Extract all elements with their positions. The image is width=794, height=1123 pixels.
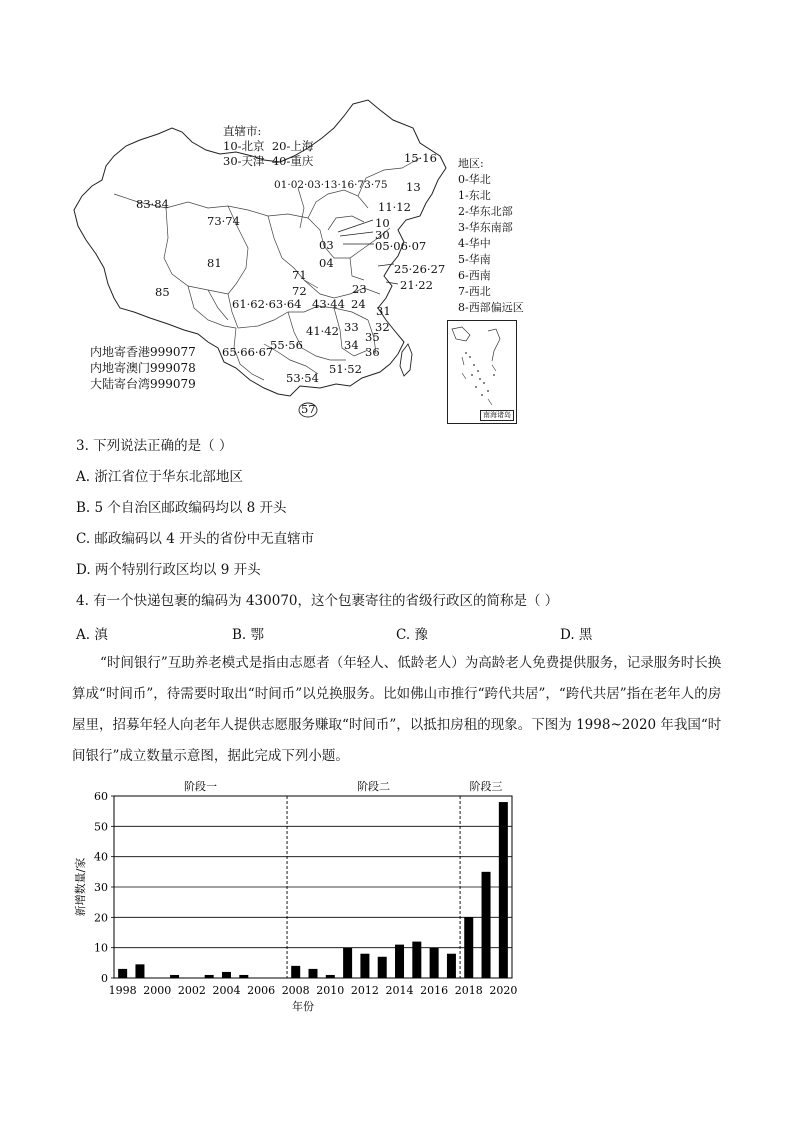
map-code: 25·26·27 [394, 262, 446, 276]
region-legend-item: 1-东北 [458, 189, 491, 202]
region-legend-heading: 地区: [458, 157, 484, 170]
map-code: 24 [351, 297, 366, 311]
map-code: 43·44 [312, 297, 345, 311]
map-code: 71 [292, 268, 307, 282]
q4-option-a: A. 滇 [76, 627, 108, 643]
stage-label: 阶段一 [184, 780, 218, 793]
map-code: 03 [319, 238, 334, 252]
map-code: 05·06·07 [375, 239, 427, 253]
map-code: 32 [375, 320, 390, 334]
region-legend-item: 4-华中 [458, 237, 491, 250]
q3-option-d: D. 两个特别行政区均以 9 开头 [76, 562, 261, 578]
stage-label: 阶段二 [357, 780, 391, 793]
x-axis-label: 年份 [292, 1000, 314, 1013]
map-code: 65·66·67 [222, 345, 274, 359]
bar-2017 [447, 954, 456, 978]
map-code: 51·52 [329, 362, 362, 376]
region-legend-item: 5-华南 [458, 253, 491, 266]
map-code: 41·42 [306, 324, 339, 338]
map-code: 85 [155, 285, 170, 299]
map-code: 35 [365, 330, 380, 344]
map-code: 23 [352, 282, 367, 296]
inset-islands [448, 321, 516, 423]
bar-2003 [205, 975, 214, 978]
region-legend-item: 7-西北 [458, 285, 491, 298]
inset-label: 南海诸岛 [480, 410, 514, 421]
bar-2001 [170, 975, 179, 978]
bar-2016 [430, 948, 439, 978]
y-tick-label: 50 [94, 820, 108, 834]
q3-stem: 3. 下列说法正确的是（ ） [76, 438, 233, 454]
bar-2004 [222, 972, 231, 978]
bar-2011 [343, 948, 352, 978]
q4-stem: 4. 有一个快递包裹的编码为 430070，这个包裹寄往的省级行政区的简称是（ ） [76, 593, 559, 609]
map-code: 83·84 [136, 197, 169, 211]
map-code: 53·54 [286, 371, 319, 385]
x-tick-label: 2016 [420, 984, 449, 997]
x-tick-label: 1998 [108, 984, 137, 997]
special-note: 大陆寄台湾999079 [90, 377, 196, 391]
q3-option-c: C. 邮政编码以 4 开头的省份中无直辖市 [76, 531, 315, 547]
map-code: 73·74 [207, 214, 240, 228]
q4-option-b: B. 鄂 [232, 627, 265, 643]
bar-2015 [412, 942, 421, 978]
stage-label: 阶段三 [469, 780, 503, 793]
special-note: 内地寄香港999077 [90, 345, 196, 359]
bar-2013 [378, 957, 387, 978]
y-tick-label: 40 [94, 850, 108, 864]
map-code: 01·02·03·13·16·73·75 [274, 179, 388, 191]
map-code: 36 [365, 345, 380, 359]
q3-option-a: A. 浙江省位于华东北部地区 [76, 469, 243, 485]
y-tick-label: 20 [94, 911, 108, 925]
y-axis-label: 新增数量/家 [74, 857, 87, 917]
x-tick-label: 2000 [143, 984, 172, 997]
municipalities-heading: 直辖市: [223, 124, 262, 138]
map-code: 61·62·63·64 [232, 297, 302, 311]
map-code: 33 [344, 320, 359, 334]
map-code: 30 [375, 228, 390, 242]
region-legend-item: 3-华东南部 [458, 221, 513, 234]
map-code: 31 [376, 304, 391, 318]
y-tick-label: 30 [94, 881, 108, 894]
map-code: 57 [301, 402, 316, 416]
map-code: 81 [207, 256, 222, 270]
x-tick-label: 2010 [316, 984, 345, 997]
y-tick-label: 60 [94, 790, 108, 803]
x-tick-label: 2006 [247, 984, 276, 997]
x-tick-label: 2008 [281, 984, 310, 997]
bar-2010 [326, 975, 335, 978]
passage: “时间银行”互助养老模式是指由志愿者（年轻人、低龄老人）为高龄老人免费提供服务，记录服务时长换算成“时间币”，待需要时取出“时间币”以兑换服务。比如佛山市推行“跨代共居”，“跨代共居”指在老年人的房屋里，招募年轻人向老年人提供志愿服务赚取“时间币”，以抵扣房租的现象。下图为 1998~2020 年我国“时间银行”成立数量示意图，据此完成下列小题。 [72, 655, 722, 764]
bar-2008 [291, 966, 300, 978]
q3-option-b: B. 5 个自治区邮政编码均以 8 开头 [76, 500, 287, 516]
bar-1999 [135, 964, 144, 978]
y-tick-label: 10 [94, 941, 108, 955]
x-tick-label: 2020 [489, 984, 518, 997]
bar-2012 [360, 954, 369, 978]
municipalities-line2: 30-天津 40-重庆 [223, 154, 314, 168]
x-tick-label: 2014 [385, 984, 414, 997]
time-bank-bar-chart [70, 776, 530, 1016]
map-code: 10 [375, 216, 390, 230]
map-code: 21·22 [400, 278, 433, 292]
special-note: 内地寄澳门999078 [90, 361, 196, 375]
q4-option-d: D. 黑 [560, 627, 593, 643]
x-tick-label: 2004 [212, 984, 241, 997]
special-region-notes [90, 344, 196, 392]
bar-1998 [118, 969, 127, 978]
y-tick-label: 0 [101, 972, 108, 985]
south-china-sea-inset [447, 320, 517, 424]
map-code: 55·56 [270, 338, 303, 352]
region-legend-item: 8-西部偏远区 [458, 301, 524, 314]
region-legend-item: 2-华东北部 [458, 205, 513, 218]
map-code: 04 [319, 256, 334, 270]
region-legend-item: 6-西南 [458, 269, 491, 282]
map-code: 11·12 [378, 200, 411, 214]
map-code: 15·16 [404, 151, 437, 165]
q4-option-c: C. 豫 [396, 627, 428, 643]
bar-2020 [499, 802, 508, 978]
bar-2005 [239, 975, 248, 978]
x-tick-label: 2002 [177, 984, 206, 997]
x-tick-label: 2012 [350, 984, 379, 997]
bar-2018 [464, 917, 473, 978]
region-legend [458, 156, 524, 316]
bar-2014 [395, 945, 404, 978]
x-tick-label: 2018 [454, 984, 483, 997]
map-code: 13 [406, 180, 421, 194]
map-code: 34 [344, 338, 359, 352]
municipalities-line1: 10-北京 20-上海 [223, 139, 314, 153]
map-code: 72 [292, 284, 307, 298]
bar-2009 [309, 969, 318, 978]
region-legend-item: 0-华北 [458, 173, 491, 186]
bar-2019 [482, 872, 491, 978]
